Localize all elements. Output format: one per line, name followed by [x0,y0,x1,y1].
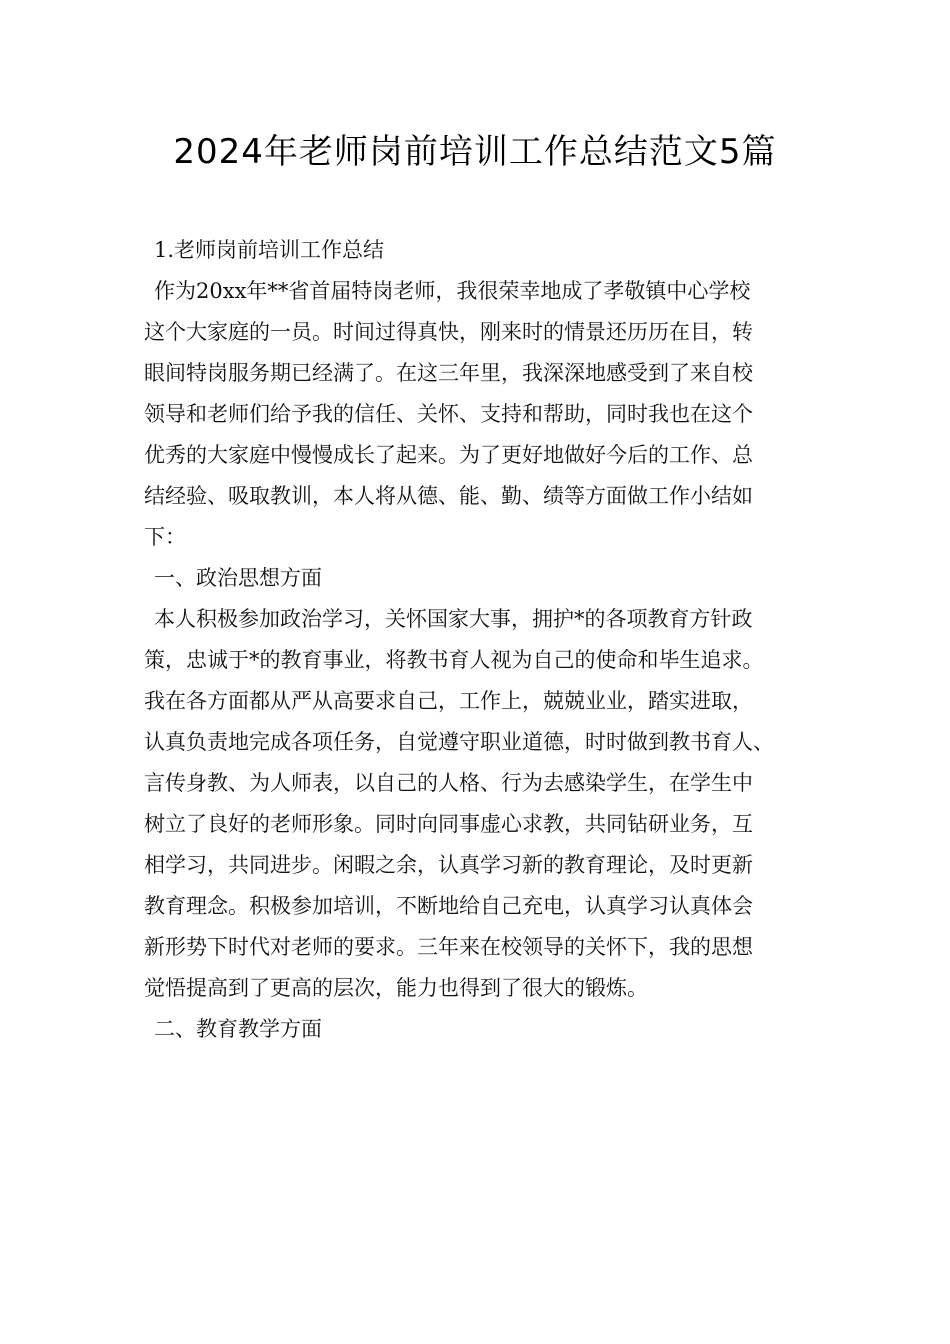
paragraph-line: 眼间特岗服务期已经满了。在这三年里，我深深地感受到了来自校 [144,361,753,385]
paragraph-line: 作为20xx年**省首届特岗老师，我很荣幸地成了孝敬镇中心学校 [154,279,751,303]
paragraph-line: 觉悟提高到了更高的层次，能力也得到了很大的锻炼。 [144,976,648,1000]
paragraph-line: 优秀的大家庭中慢慢成长了起来。为了更好地做好今后的工作、总 [144,443,753,467]
paragraph-line: 言传身教、为人师表，以自己的人格、行为去感染学生，在学生中 [144,771,753,795]
document-body [144,230,828,1050]
paragraph-line: 这个大家庭的一员。时间过得真快，刚来时的情景还历历在目，转 [144,320,753,344]
paragraph-line: 结经验、吸取教训，本人将从德、能、勤、绩等方面做工作小结如 [144,484,753,508]
section-heading: 二、教育教学方面 [154,1017,322,1041]
paragraph-line: 教育理念。积极参加培训，不断地给自己充电，认真学习认真体会 [144,894,753,918]
paragraph-line: 策，忠诚于*的教育事业，将教书育人视为自己的使命和毕生追求。 [144,648,764,672]
paragraph-line: 树立了良好的老师形象。同时向同事虚心求教，共同钻研业务，互 [144,812,753,836]
paragraph-line: 下： [144,525,186,549]
paragraph-line: 相学习，共同进步。闲暇之余，认真学习新的教育理论，及时更新 [144,853,753,877]
paragraph-line: 领导和老师们给予我的信任、关怀、支持和帮助，同时我也在这个 [144,402,753,426]
paragraph-line: 本人积极参加政治学习，关怀国家大事，拥护*的各项教育方针政 [154,607,753,631]
paragraph-line: 新形势下时代对老师的要求。三年来在校领导的关怀下，我的思想 [144,935,753,959]
section-heading: 1.老师岗前培训工作总结 [154,238,385,262]
document-title: 2024年老师岗前培训工作总结范文5篇 [173,132,777,172]
paragraph-line: 认真负责地完成各项任务，自觉遵守职业道德，时时做到教书育人、 [144,730,774,754]
section-heading: 一、政治思想方面 [154,566,322,590]
paragraph-line: 我在各方面都从严从高要求自己，工作上，兢兢业业，踏实进取， [144,689,753,713]
